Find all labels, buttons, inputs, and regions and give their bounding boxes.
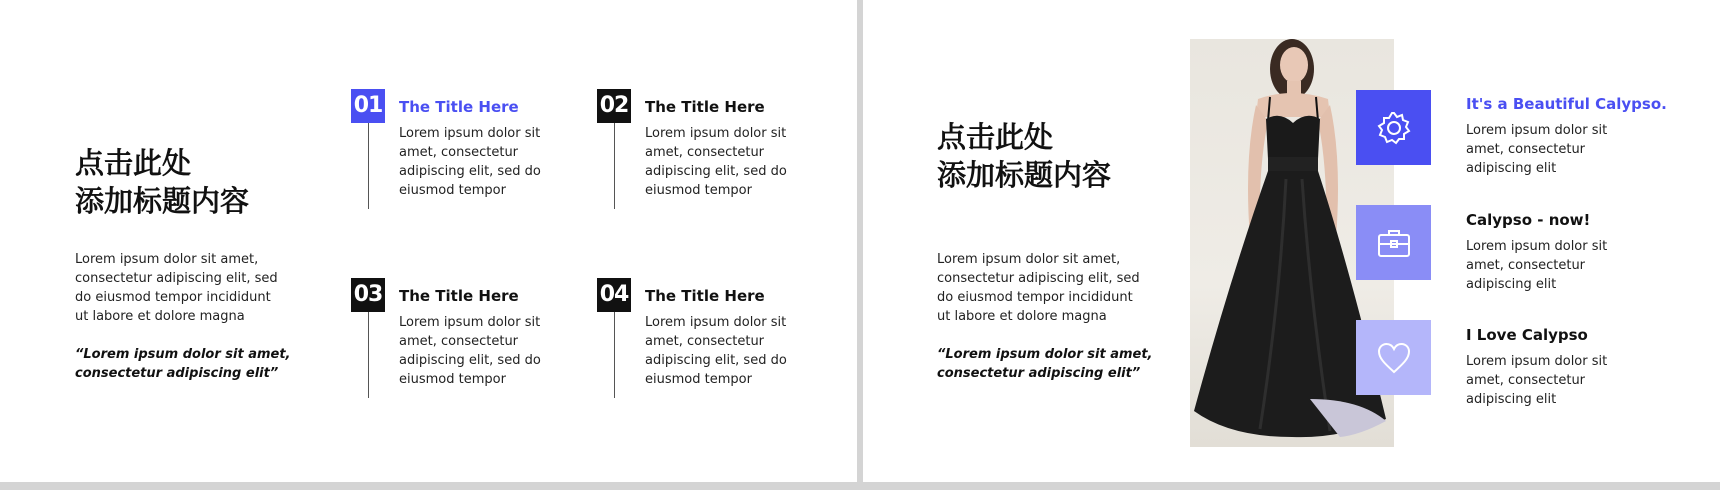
feature-text: Lorem ipsum dolor sit amet, consectetur adipiscing elit — [1466, 239, 1608, 292]
item-text: Lorem ipsum dolor sit amet, consectetur adipiscing elit, sed do eiusmod tempor — [399, 126, 541, 198]
item-text: Lorem ipsum dolor sit amet, consectetur adipiscing elit, sed do eiusmod tempor — [399, 315, 541, 387]
vertical-line — [368, 312, 369, 398]
vertical-line — [614, 123, 615, 209]
slide-title — [937, 118, 1111, 194]
gear-icon — [1375, 109, 1413, 147]
gear-icon-box — [1356, 90, 1431, 165]
slide-title-line1: 点击此处 — [937, 120, 1054, 154]
briefcase-icon-box — [1356, 205, 1431, 280]
number-badge: 04 — [597, 278, 631, 312]
item-title: The Title Here — [645, 287, 765, 305]
item-title: The Title Here — [399, 287, 519, 305]
number-badge: 03 — [351, 278, 385, 312]
quote-line2: consectetur adipiscing elit” — [75, 366, 279, 381]
slide-body-text: Lorem ipsum dolor sit amet, consectetur adipiscing elit, sed do eiusmod tempor incididunt ut labore et dolore magna — [937, 252, 1140, 324]
item-title: The Title Here — [399, 98, 519, 116]
slide-quote — [75, 345, 291, 383]
slide-title-line1: 点击此处 — [75, 146, 192, 180]
number-badge: 01 — [351, 89, 385, 123]
quote-line2: consectetur adipiscing elit” — [937, 366, 1141, 381]
quote-line1: “Lorem ipsum dolor sit amet, — [75, 347, 291, 362]
item-title: The Title Here — [645, 98, 765, 116]
item-text: Lorem ipsum dolor sit amet, consectetur adipiscing elit, sed do eiusmod tempor — [645, 126, 787, 198]
feature-title: Calypso - now! — [1466, 211, 1591, 229]
number-badge: 02 — [597, 89, 631, 123]
quote-line1: “Lorem ipsum dolor sit amet, — [937, 347, 1153, 362]
slide-body-text: Lorem ipsum dolor sit amet, consectetur adipiscing elit, sed do eiusmod tempor incididunt ut labore et dolore magna — [75, 252, 278, 324]
feature-text: Lorem ipsum dolor sit amet, consectetur adipiscing elit — [1466, 354, 1608, 407]
briefcase-icon — [1376, 227, 1412, 259]
heart-icon-box — [1356, 320, 1431, 395]
slide-right — [863, 0, 1720, 482]
slide-title-line2: 添加标题内容 — [937, 158, 1112, 192]
slide-title — [75, 144, 249, 220]
feature-title: I Love Calypso — [1466, 326, 1588, 344]
vertical-line — [368, 123, 369, 209]
slide-left — [0, 0, 857, 482]
heart-icon — [1376, 341, 1412, 375]
item-text: Lorem ipsum dolor sit amet, consectetur adipiscing elit, sed do eiusmod tempor — [645, 315, 787, 387]
feature-title: It's a Beautiful Calypso. — [1466, 95, 1667, 113]
feature-text: Lorem ipsum dolor sit amet, consectetur adipiscing elit — [1466, 123, 1608, 176]
slide-quote — [937, 345, 1153, 383]
slide-title-line2: 添加标题内容 — [75, 184, 250, 218]
vertical-line — [614, 312, 615, 398]
